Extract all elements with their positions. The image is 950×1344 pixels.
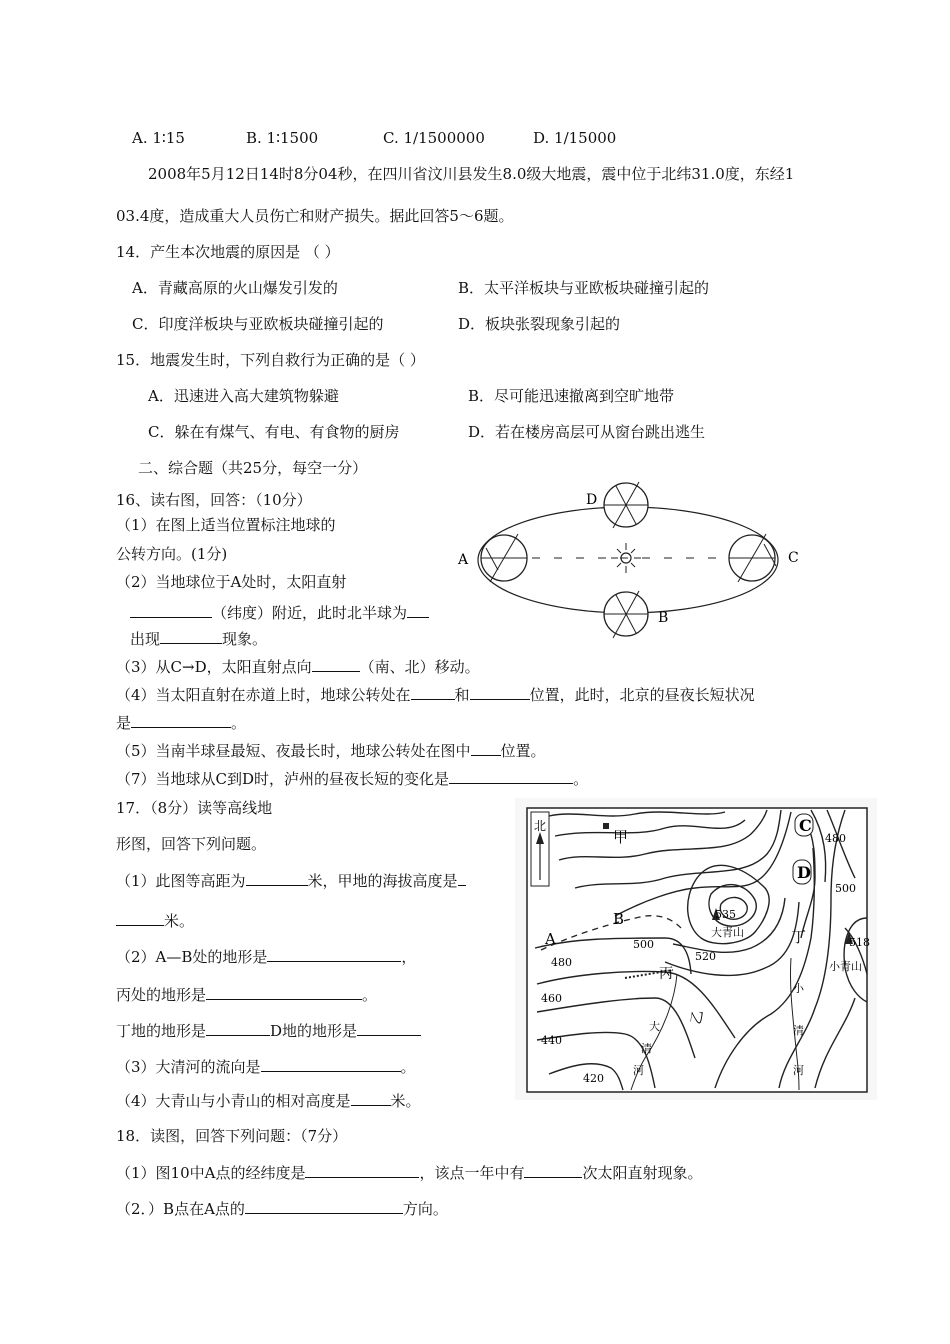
q16-part3: （3）从C→D，太阳直射点向 （南、北）移动。 (116, 658, 480, 676)
q16-part2-line2: （纬度）附近，此时北半球为 (130, 602, 429, 623)
q14-option-d: D．板块张裂现象引起的 (458, 315, 621, 333)
answer-blank[interactable] (305, 1162, 419, 1178)
q17-part4: （4）大青山与小青山的相对高度是 米。 (116, 1092, 421, 1110)
answer-blank[interactable] (471, 740, 501, 756)
svg-text:河: 河 (633, 1064, 644, 1077)
label-c-marker (795, 814, 813, 836)
label-b: B (613, 910, 625, 928)
earth-orbit-diagram (450, 478, 810, 644)
q16-part7: （7）当地球从C到D时，泸州的昼夜长短的变化是 。 (116, 770, 589, 788)
contour-label: 420 (583, 1072, 604, 1085)
q16-part2-line1: （2）当地球位于A处时，太阳直射 (116, 573, 347, 591)
answer-blank[interactable] (206, 984, 362, 1000)
label-a: A (545, 930, 556, 948)
q14-stem: 14．产生本次地震的原因是 （ ） (116, 243, 340, 261)
q18-part1: （1）图10中A点的经纬度是 ，该点一年中有 次太阳直射现象。 (116, 1164, 703, 1182)
q15-option-c: C．躲在有煤气、有电、有食物的厨房 (148, 423, 400, 441)
q17-part2-line2: 丙处的地形是 。 (116, 986, 378, 1004)
answer-blank[interactable] (261, 1056, 401, 1072)
label-c: C (788, 550, 799, 566)
label-a: A (458, 552, 469, 568)
svg-text:D: D (797, 863, 811, 882)
q16-part2-line3: 出现 现象。 (130, 630, 268, 648)
q18-part2: （2．）B点在A点的 方向。 (116, 1200, 448, 1218)
q17-stem-line2: 形图，回答下列问题。 (116, 835, 267, 853)
answer-blank[interactable] (160, 628, 222, 644)
q15-option-d: D．若在楼房高层可从窗台跳出逃生 (468, 423, 706, 441)
q15-option-a: A．迅速进入高大建筑物躲避 (148, 387, 339, 405)
q17-part1-line2: 米。 (116, 910, 194, 931)
contour-label: 480 (551, 956, 572, 969)
q14-option-b: B．太平洋板块与亚欧板块碰撞引起的 (458, 279, 710, 297)
q16-stem: 16、读右图，回答：（10分） (116, 491, 312, 509)
q17-part1-line1: （1）此图等高距为 米，甲地的海拔高度是 (116, 870, 466, 891)
label-jia: 甲 (613, 828, 629, 846)
intro-line-1: 2008年5月12日14时8分04秒，在四川省汶川县发生8.0级大地震，震中位于北纬31.0度，东经1 (148, 165, 795, 183)
q14-option-c: C．印度洋板块与亚欧板块碰撞引起的 (132, 315, 384, 333)
label-d: D (586, 492, 598, 508)
answer-blank[interactable] (449, 768, 573, 784)
q13-option-a: A. 1∶15 (132, 129, 185, 147)
answer-blank[interactable] (267, 946, 401, 962)
answer-blank[interactable] (524, 1162, 582, 1178)
summit-535: 535 (715, 908, 736, 921)
q15-stem: 15．地震发生时，下列自救行为正确的是（ ） (116, 351, 425, 369)
label-b: B (658, 610, 669, 626)
label-d-marker (793, 860, 811, 884)
north-arrow-icon (531, 812, 549, 886)
answer-blank[interactable] (116, 910, 164, 926)
q18-stem: 18．读图，回答下列问题：（7分） (116, 1127, 348, 1145)
contour-map (515, 798, 877, 1100)
label-ding: 丁 (791, 928, 807, 946)
answer-blank[interactable] (458, 870, 466, 886)
answer-blank[interactable] (470, 684, 530, 700)
label-daqingshan: 大青山 (711, 926, 744, 939)
earth-position-b (604, 591, 648, 638)
contour-label: 520 (695, 950, 716, 963)
q15-option-b: B．尽可能迅速撤离到空旷地带 (468, 387, 675, 405)
section-2-heading: 二、综合题（共25分，每空一分） (138, 459, 368, 477)
q17-part2-line3: 丁地的地形是 D地的地形是 (116, 1020, 421, 1041)
svg-text:大: 大 (649, 1020, 660, 1033)
contour-label: 500 (835, 882, 856, 895)
q13-option-c: C. 1/1500000 (383, 129, 485, 147)
svg-text:河: 河 (793, 1064, 804, 1077)
contour-label: 440 (541, 1034, 562, 1047)
q17-part2-line1: （2）A—B处的地形是 ， (116, 948, 417, 966)
answer-blank[interactable] (246, 870, 308, 886)
svg-text:小: 小 (793, 982, 804, 995)
svg-text:清: 清 (641, 1042, 652, 1055)
earth-position-a (481, 534, 527, 582)
answer-blank[interactable] (351, 1090, 391, 1106)
answer-blank[interactable] (407, 602, 429, 618)
svg-text:C: C (799, 816, 812, 835)
label-xiaoqingshan: 小青山 (829, 960, 862, 973)
answer-blank[interactable] (130, 602, 212, 618)
answer-blank[interactable] (131, 712, 231, 728)
answer-blank[interactable] (206, 1020, 270, 1036)
q17-part3: （3）大清河的流向是 。 (116, 1058, 416, 1076)
q16-part4-line1: （4）当太阳直射在赤道上时，地球公转处在 和 位置，此时，北京的昼夜长短状况 (116, 686, 755, 704)
q13-option-d: D. 1/15000 (533, 129, 617, 147)
contour-label: 500 (633, 938, 654, 951)
svg-text:清: 清 (793, 1024, 804, 1037)
answer-blank[interactable] (245, 1198, 403, 1214)
q14-option-a: A．青藏高原的火山爆发引发的 (132, 279, 338, 297)
contour-label: 460 (541, 992, 562, 1005)
intro-line-2: 03.4度，造成重大人员伤亡和财产损失。据此回答5～6题。 (116, 207, 514, 225)
q16-part4-line2: 是 。 (116, 714, 247, 732)
contour-label: 480 (825, 832, 846, 845)
q16-part5: （5）当南半球昼最短、夜最长时，地球公转处在图中 位置。 (116, 742, 546, 760)
q16-part1-line1: （1）在图上适当位置标注地球的 (116, 516, 336, 534)
summit-518: 518 (849, 936, 870, 949)
label-bing: 丙 (659, 966, 673, 982)
answer-blank[interactable] (312, 656, 360, 672)
q17-stem-line1: 17．（8分）读等高线地 (116, 799, 273, 817)
svg-text:北: 北 (534, 819, 547, 833)
q16-part1-line2: 公转方向。(1分) (116, 545, 228, 563)
earth-position-d (604, 482, 648, 528)
answer-blank[interactable] (411, 684, 455, 700)
answer-blank[interactable] (357, 1020, 421, 1036)
q13-option-b: B. 1∶1500 (246, 129, 319, 147)
label-yi: 乙 (688, 1009, 707, 1026)
